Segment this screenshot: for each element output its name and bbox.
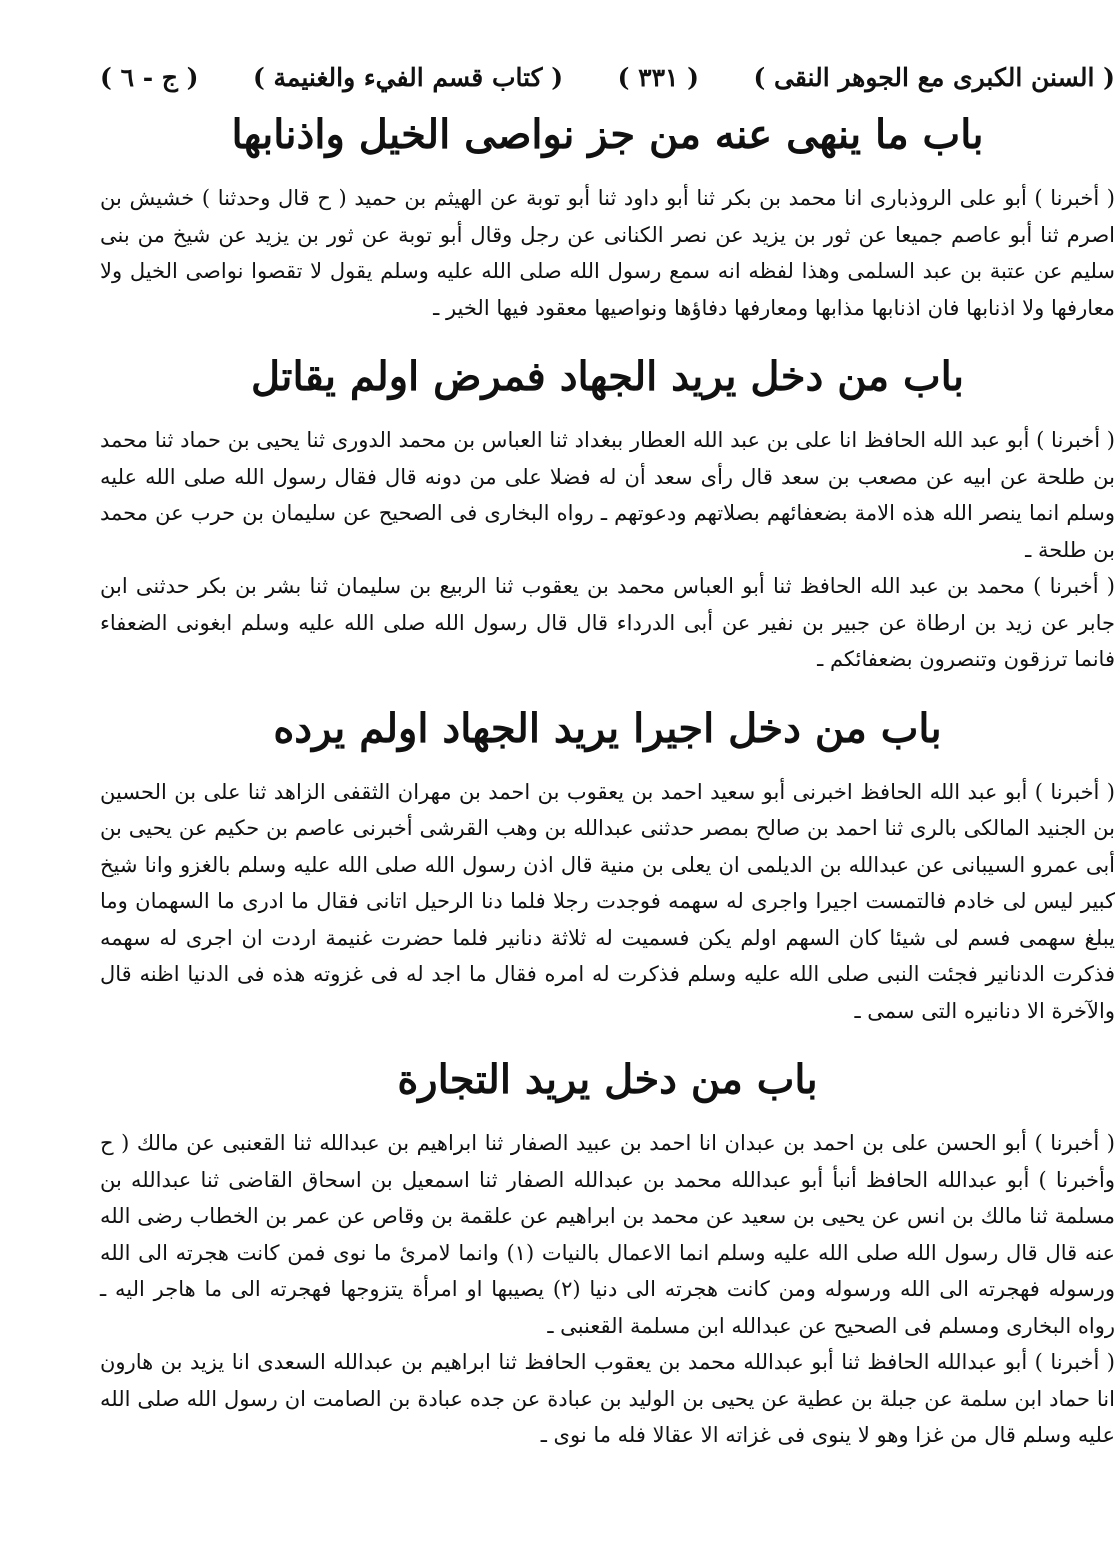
chapter-title: باب ما ينهى عنه من جز نواصى الخيل واذنابها — [231, 111, 984, 158]
chapter-title: باب من دخل يريد التجارة — [397, 1056, 818, 1103]
page-number: ( ٣٣١ ) — [617, 63, 699, 92]
hadith-paragraph: ( أخبرنا ) أبو على الروذبارى انا محمد بن بكر ثنا أبو داود ثنا أبو توبة عن الهيثم بن حميد ( ح قال وحدثنا ) خشيش بن اصرم ثنا أبو عاصم جميعا عن ثور بن يزيد عن نصر الكنانى عن رجل وقال أبو توبة عن ثور بن يزيد عن شيخ من بنى سليم عن عتبة بن عبد السلمى وهذا لفظه انه سمع رسول الله صلى الله عليه وسلم يقول لا تقصوا نواصى الخيل ولا معارفها ولا اذنابها فان اذنابها مذابها ومعارفها دفاؤها ونواصيها معقود فيها الخير ـ — [100, 186, 1115, 320]
section-title: ( كتاب قسم الفيء والغنيمة ) — [252, 63, 564, 92]
hadith-paragraph: ( أخبرنا ) أبو الحسن على بن احمد بن عبدان انا احمد بن عبيد الصفار ثنا ابراهيم بن عبدالله ثنا القعنبى عن مالك ( ح وأخبرنا ) أبو عبدالله الحافظ أنبأ أبو عبدالله محمد بن عبدالله الصفار ثنا اسمعيل بن اسحاق القاضى ثنا عبدالله بن مسلمة ثنا مالك بن انس عن يحيى بن سعيد عن محمد بن ابراهيم عن علقمة بن وقاص عن عمر بن الخطاب رضى الله عنه قال قال رسول الله صلى الله عليه وسلم انما الاعمال بالنيات (١) وانما لامرئ ما نوى فمن كانت هجرته الى الله ورسوله فهجرته الى الله ورسوله ومن كانت هجرته الى دنيا (٢) يصيبها او امرأة يتزوجها فهجرته الى ما هاجر اليه ـ رواه البخارى ومسلم فى الصحيح عن عبدالله ابن مسلمة القعنبى ـ — [100, 1131, 1115, 1338]
hadith-paragraph: ( أخبرنا ) أبو عبد الله الحافظ اخبرنى أبو سعيد احمد بن يعقوب بن احمد بن مهران الثقفى الزاهد ثنا على بن الحسين بن الجنيد المالكى بالرى ثنا احمد بن صالح بمصر حدثنى عبدالله بن وهب القرشى أخبرنى عاصم بن حكيم عن يحيى بن أبى عمرو السيبانى عن عبدالله بن الديلمى ان يعلى بن منية قال اذن رسول الله صلى الله عليه وسلم بالغزو وانا شيخ كبير ليس لى خادم فالتمست اجيرا واجرى له سهمه فوجدت رجلا فلما دنا الرحيل اتانى فقال ما ادرى ما السهمان وما يبلغ سهمى فسم لى شيئا كان السهم اولم يكن فسميت له ثلاثة دنانير فلما حضرت غنيمة اردت ان اجرى له سهمه فذكرت الدنانير فجئت النبى صلى الله عليه وسلم فذكرت له امره فقال ما اجد له فى غزوته هذه فى الدنيا اظنه قال والآخرة الا دنانيره التى سمى ـ — [100, 779, 1115, 1023]
hadith-paragraph: ( أخبرنا ) أبو عبدالله الحافظ ثنا أبو عبدالله محمد بن يعقوب الحافظ ثنا ابراهيم بن عبدالله السعدى انا يزيد بن هارون انا حماد ابن سلمة عن جبلة بن عطية عن يحيى بن الوليد بن عبادة عن جده عبادة بن الصامت ان رسول الله صلى الله عليه وسلم قال من غزا وهو لا ينوى فى غزاته الا عقالا فله ما نوى ـ — [100, 1350, 1115, 1447]
running-header — [100, 60, 1115, 96]
book-title: ( السنن الكبرى مع الجوهر النقى ) — [753, 63, 1115, 92]
chapter-title: باب من دخل اجيرا يريد الجهاد اولم يرده — [273, 704, 942, 752]
document-page — [100, 60, 1115, 1454]
hadith-paragraph: ( أخبرنا ) محمد بن عبد الله الحافظ ثنا أبو العباس محمد بن يعقوب ثنا الربيع بن سليمان ثنا بشر بن بكر حدثنى ابن جابر عن زيد بن ارطاة عن جبير بن نفير عن أبى الدرداء قال قال رسول الله صلى الله عليه وسلم ابغونى الضعفاء فانما ترزقون وتنصرون بضعفائكم ـ — [100, 574, 1115, 671]
chapter-title: باب من دخل يريد الجهاد فمرض اولم يقاتل — [251, 353, 964, 400]
hadith-paragraph: ( أخبرنا ) أبو عبد الله الحافظ انا على بن عبد الله العطار ببغداد ثنا العباس بن محمد الدورى ثنا يحيى بن حماد ثنا محمد بن طلحة عن ابيه عن مصعب بن سعد قال رأى سعد أن له فضلا على من دونه قال فقال رسول الله صلى الله عليه وسلم انما ينصر الله هذه الامة بضعفائهم بصلاتهم ودعوتهم ـ رواه البخارى فى الصحيح عن سليمان بن حرب عن محمد بن طلحة ـ — [100, 428, 1115, 562]
volume-number: ( ج - ٦ ) — [100, 63, 199, 92]
